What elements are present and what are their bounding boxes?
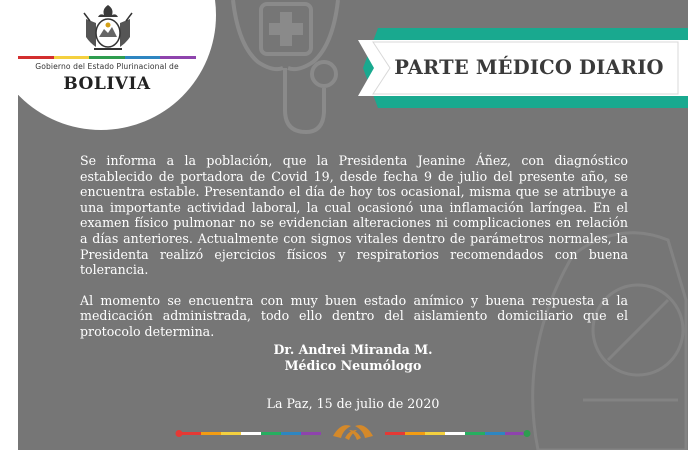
center-leaf-icon (333, 425, 373, 440)
date-line: La Paz, 15 de julio de 2020 (266, 396, 440, 411)
signer-title: Médico Neumólogo (284, 358, 422, 373)
right-ornament-line (385, 430, 531, 437)
coat-of-arms-icon (80, 3, 136, 55)
stethoscope-watermark-icon (233, 0, 338, 132)
government-line: Gobierno del Estado Plurinacional de (35, 62, 179, 71)
left-ornament-line (176, 430, 322, 437)
signer-name: Dr. Andrei Miranda M. (273, 342, 433, 357)
flag-stripe (18, 56, 196, 59)
report-paragraph-1: Se informa a la población, que la Presidenta Jeanine Áñez, con diagnóstico establecido de portadora de Covid 19, desde fecha 9 de julio del presente año, se encuentra estable. Presentando el día de hoy tos ocasional, misma que se atribuye a una importante actividad laboral, la cual ocasionó una inflamación laríngea. En el examen físico pulmonar no se evidencian alteraciones ni complicaciones en relación a días anteriores. Actualmente con signos vitales dentro de parámetros normales, la Presidenta realizó ejercicios físicos y respiratorios recomendados con buena tolerancia. (80, 153, 628, 278)
medical-report-card (18, 0, 688, 450)
country-name: BOLIVIA (63, 74, 151, 94)
page-title: PARTE MÉDICO DIARIO (394, 56, 664, 79)
report-paragraph-2: Al momento se encuentra con muy buen estado anímico y buena respuesta a la medicación administrada, todo ello dentro del aislamiento domiciliario que el protocolo determina. (80, 292, 628, 339)
footer-ornament (173, 422, 533, 444)
report-body (80, 153, 628, 355)
signature-block (168, 342, 538, 374)
